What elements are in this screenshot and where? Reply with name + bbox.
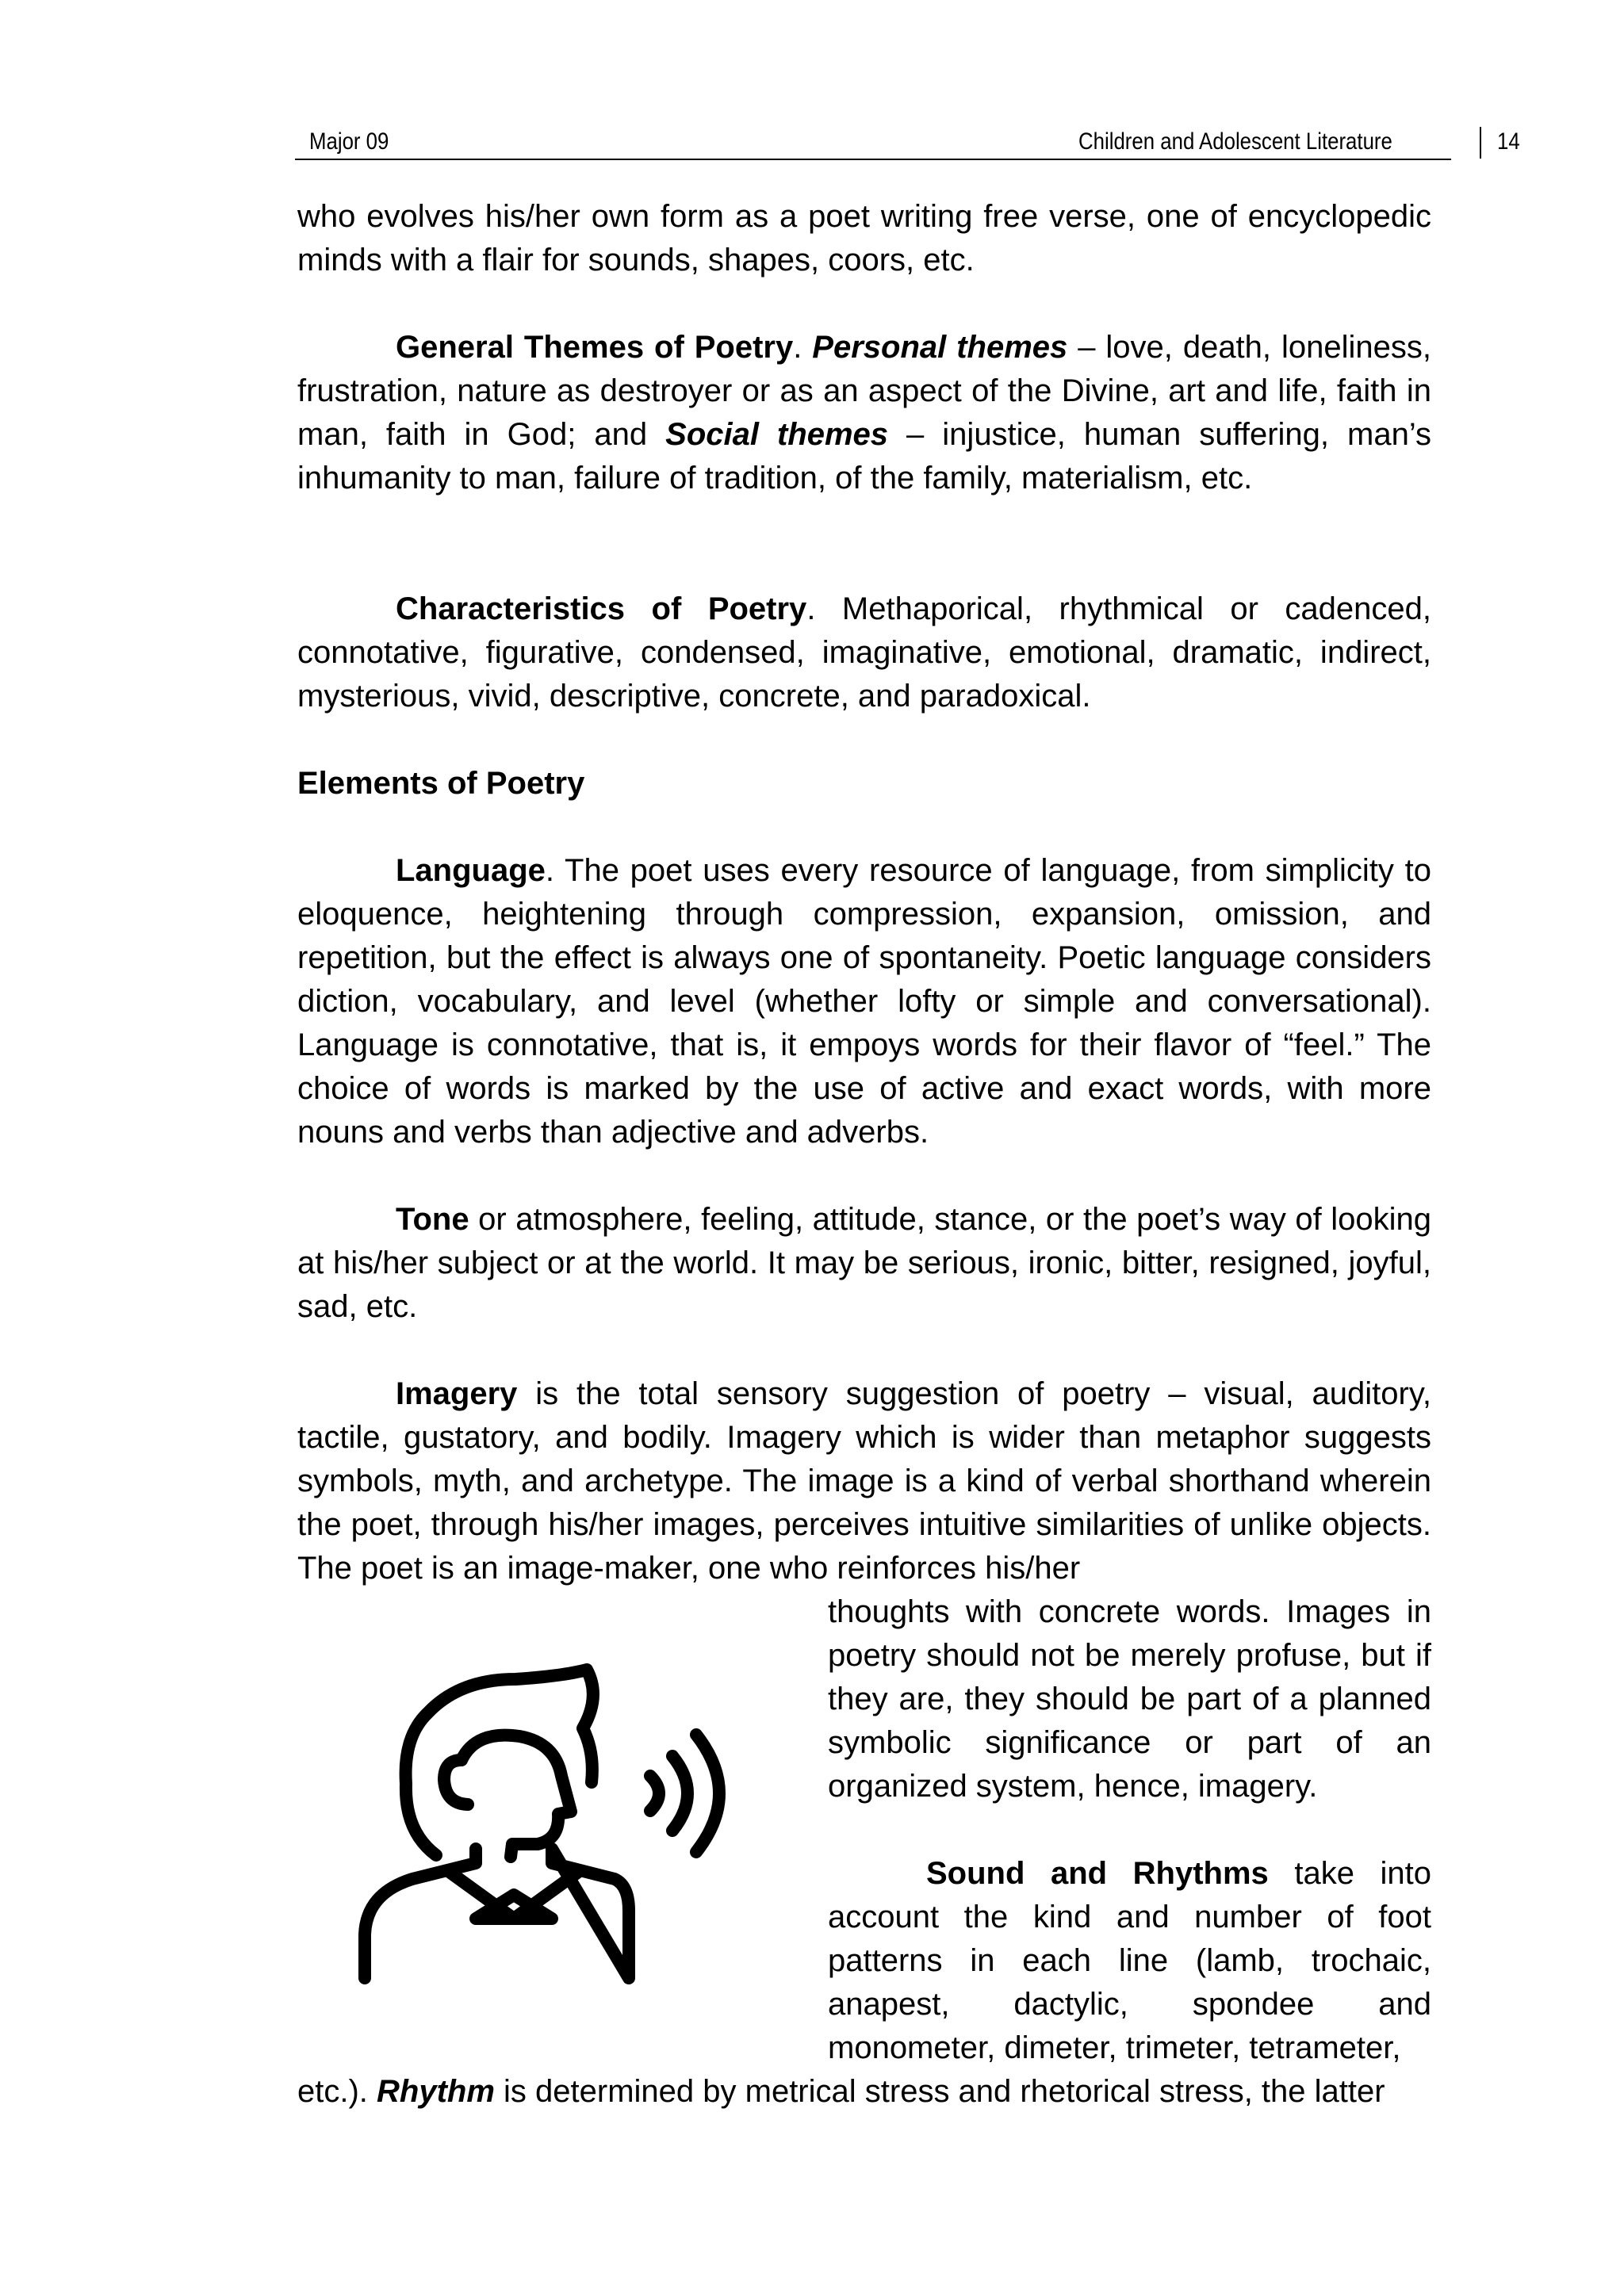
- elements-heading-paragraph: [297, 762, 1431, 806]
- characteristics-paragraph: [297, 587, 1431, 718]
- header-course-title: Children and Adolescent Literature: [1078, 128, 1392, 155]
- personal-themes-text: – love, death, loneliness, frustration, nature as destroyer or as an aspect of the Divine, art and life, faith in man, faith in God; and: [297, 330, 1431, 452]
- imagery-paragraph: [297, 1372, 1431, 1590]
- language-heading: Language: [396, 853, 546, 888]
- page-number: 14: [1497, 128, 1520, 155]
- sound-heading: Sound and Rhythms: [926, 1856, 1269, 1891]
- imagery-continued-text: thoughts with concrete words. Images in poetry should not be merely profuse, but if they are, they should be part of a planned symbolic significance or part of an organized system, hence, imagery.: [828, 1594, 1431, 1804]
- page-number-separator: [1480, 127, 1481, 159]
- speaking-person-icon: [357, 1641, 737, 1998]
- header-rule: [295, 159, 1451, 160]
- characteristics-text: . Methaporical, rhythmical or cadenced, connotative, figurative, condensed, imaginative, emotional, dramatic, indirect, mysterious, vivid, descriptive, concrete, and paradoxical.: [297, 591, 1432, 714]
- sound-text: take into account the kind and number of foot patterns in each line (lamb, trochaic, anapest, dactylic, spondee and monometer, dimeter, trimeter, tetrameter,: [828, 1856, 1431, 2065]
- themes-paragraph: [297, 326, 1431, 500]
- continued-paragraph: [297, 195, 1431, 282]
- tone-paragraph: [297, 1198, 1431, 1329]
- social-themes-label: Social themes: [665, 417, 889, 452]
- social-themes-text: – injustice, human suffering, man’s inhumanity to man, failure of tradition, of the family, materialism, etc.: [297, 417, 1432, 496]
- sound-paragraph: [828, 1852, 1431, 2070]
- personal-themes-label: Personal themes: [812, 330, 1068, 365]
- header-course-code: Major 09: [309, 128, 389, 155]
- tone-heading: Tone: [396, 1202, 469, 1237]
- imagery-text: is the total sensory suggestion of poetry – visual, auditory, tactile, gustatory, and bodily. Imagery which is wider than metaphor suggests symbols, myth, and archetype. The image is a kind of verbal shorthand wherein the poet, through his/her images, perceives intuitive similarities of unlike objects. The poet is an image-maker, one who reinforces his/her: [297, 1376, 1431, 1586]
- imagery-continued-paragraph: [828, 1590, 1431, 1808]
- language-paragraph: [297, 849, 1431, 1154]
- rhythm-line-start: etc.).: [297, 2074, 377, 2109]
- themes-heading: General Themes of Poetry: [396, 330, 794, 365]
- continued-paragraph-text: who evolves his/her own form as a poet writing free verse, one of encyclopedic minds with a flair for sounds, shapes, coors, etc.: [297, 199, 1431, 277]
- characteristics-heading: Characteristics of Poetry: [396, 591, 807, 626]
- themes-heading-punct: .: [793, 330, 813, 365]
- imagery-heading: Imagery: [396, 1376, 518, 1411]
- rhythm-line: [297, 2070, 1431, 2114]
- rhythm-line-text: is determined by metrical stress and rhetorical stress, the latter: [494, 2074, 1385, 2109]
- language-text: . The poet uses every resource of language, from simplicity to eloquence, heightening through compression, expansion, omission, and repetition, but the effect is always one of spontaneity. Poetic language considers diction, vocabulary, and level (whether lofty or simple and conversational). Language is connotative, that is, it empoys words for their flavor of “feel.” The choice of words is marked by the use of active and exact words, with more nouns and verbs than adjective and adverbs.: [297, 853, 1431, 1150]
- rhythm-label: Rhythm: [377, 2074, 495, 2109]
- tone-text: or atmosphere, feeling, attitude, stance, or the poet’s way of looking at his/her subject or at the world. It may be serious, ironic, bitter, resigned, joyful, sad, etc.: [297, 1202, 1431, 1324]
- elements-heading: Elements of Poetry: [297, 766, 585, 801]
